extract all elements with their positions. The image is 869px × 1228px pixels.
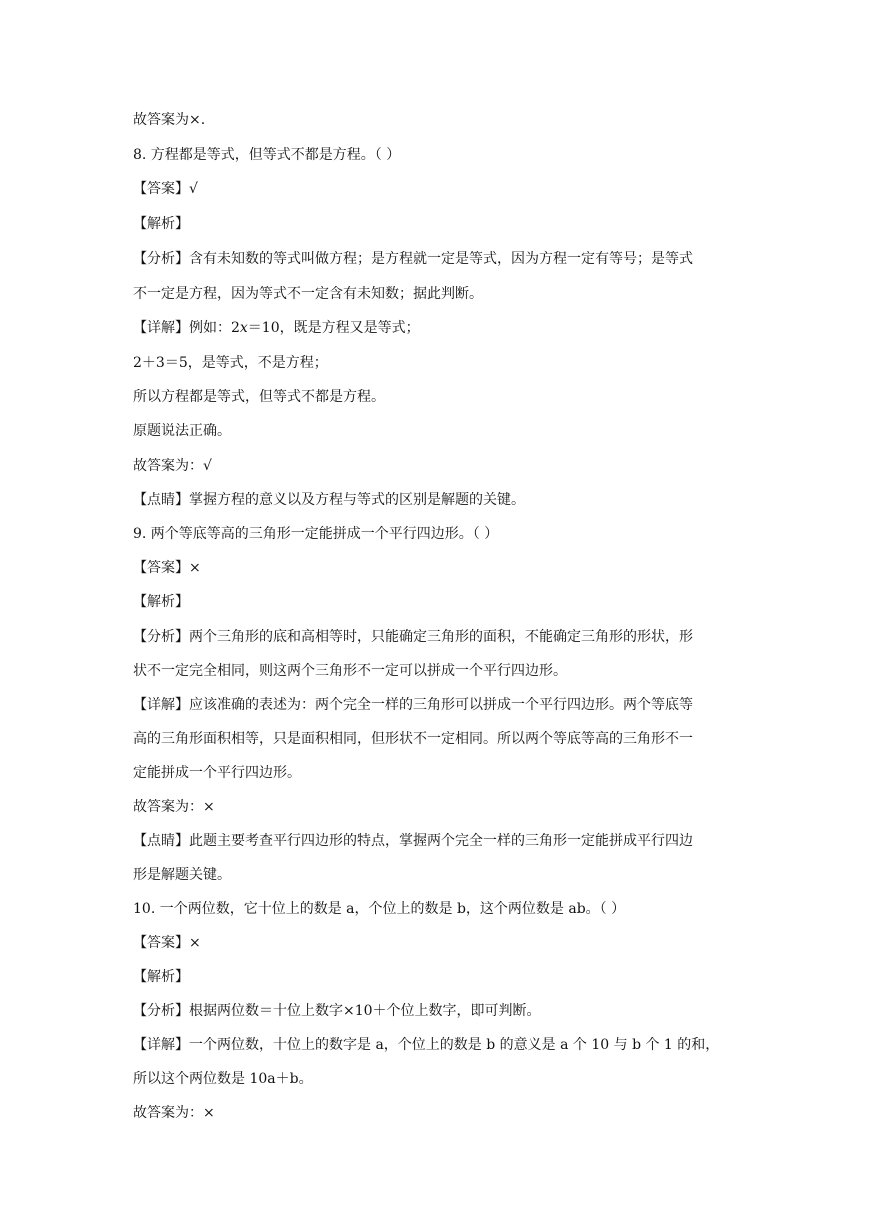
detail-text-9-line3: 定能拼成一个平行四边形。 bbox=[133, 765, 301, 781]
detail-text-8-line3: 所以方程都是等式，但等式不都是方程。 bbox=[133, 389, 385, 405]
analysis-text-10: 【分析】根据两位数＝十位上数字×10＋个位上数字，即可判断。 bbox=[133, 1003, 541, 1019]
question-8: 8. 方程都是等式，但等式不都是方程。（ ） bbox=[133, 147, 401, 163]
final-answer-8: 故答案为：√ bbox=[133, 458, 212, 474]
detail-text-10-line2: 所以这个两位数是 10a＋b。 bbox=[133, 1071, 313, 1087]
answer-line-prev: 故答案为×. bbox=[133, 112, 206, 128]
detail-text-9-line1: 【详解】应该准确的表述为：两个完全一样的三角形可以拼成一个平行四边形。两个等底等 bbox=[133, 697, 693, 713]
answer-label-10: 【答案】× bbox=[133, 935, 201, 951]
detail-text-8-line4: 原题说法正确。 bbox=[133, 423, 231, 439]
detail-text-10-line1: 【详解】一个两位数，十位上的数字是 a，个位上的数是 b 的意义是 a 个 10 与 b 个 1 的和， bbox=[133, 1037, 720, 1053]
detail-text-8-line2: 2＋3＝5，是等式，不是方程； bbox=[133, 355, 328, 371]
detail-text-9-line2: 高的三角形面积相等，只是面积相同，但形状不一定相同。所以两个等底等高的三角形不一 bbox=[133, 731, 693, 747]
final-answer-9: 故答案为：× bbox=[133, 799, 215, 815]
analysis-text-9-line2: 状不一定完全相同，则这两个三角形不一定可以拼成一个平行四边形。 bbox=[133, 663, 567, 679]
analysis-text-9-line1: 【分析】两个三角形的底和高相等时，只能确定三角形的面积，不能确定三角形的形状，形 bbox=[133, 629, 693, 645]
final-answer-10: 故答案为：× bbox=[133, 1105, 215, 1121]
analysis-heading-10: 【解析】 bbox=[133, 969, 189, 985]
comment-9-line1: 【点睛】此题主要考查平行四边形的特点，掌握两个完全一样的三角形一定能拼成平行四边 bbox=[133, 833, 693, 849]
analysis-text-8-line2: 不一定是方程，因为等式不一定含有未知数；据此判断。 bbox=[133, 286, 483, 302]
comment-9-line2: 形是解题关键。 bbox=[133, 867, 231, 883]
question-10: 10. 一个两位数，它十位上的数是 a，个位上的数是 b，这个两位数是 ab。（ ） bbox=[133, 901, 626, 917]
answer-label-9: 【答案】× bbox=[133, 560, 201, 576]
answer-label-8: 【答案】√ bbox=[133, 181, 198, 197]
question-9: 9. 两个等底等高的三角形一定能拼成一个平行四边形。（ ） bbox=[133, 526, 499, 542]
analysis-heading-8: 【解析】 bbox=[133, 216, 189, 232]
comment-8: 【点睛】掌握方程的意义以及方程与等式的区别是解题的关键。 bbox=[133, 492, 525, 508]
detail-text-8-line1: 【详解】例如：2𝑥＝10，既是方程又是等式； bbox=[133, 320, 420, 336]
analysis-heading-9: 【解析】 bbox=[133, 594, 189, 610]
analysis-text-8-line1: 【分析】含有未知数的等式叫做方程；是方程就一定是等式，因为方程一定有等号；是等式 bbox=[133, 251, 693, 267]
